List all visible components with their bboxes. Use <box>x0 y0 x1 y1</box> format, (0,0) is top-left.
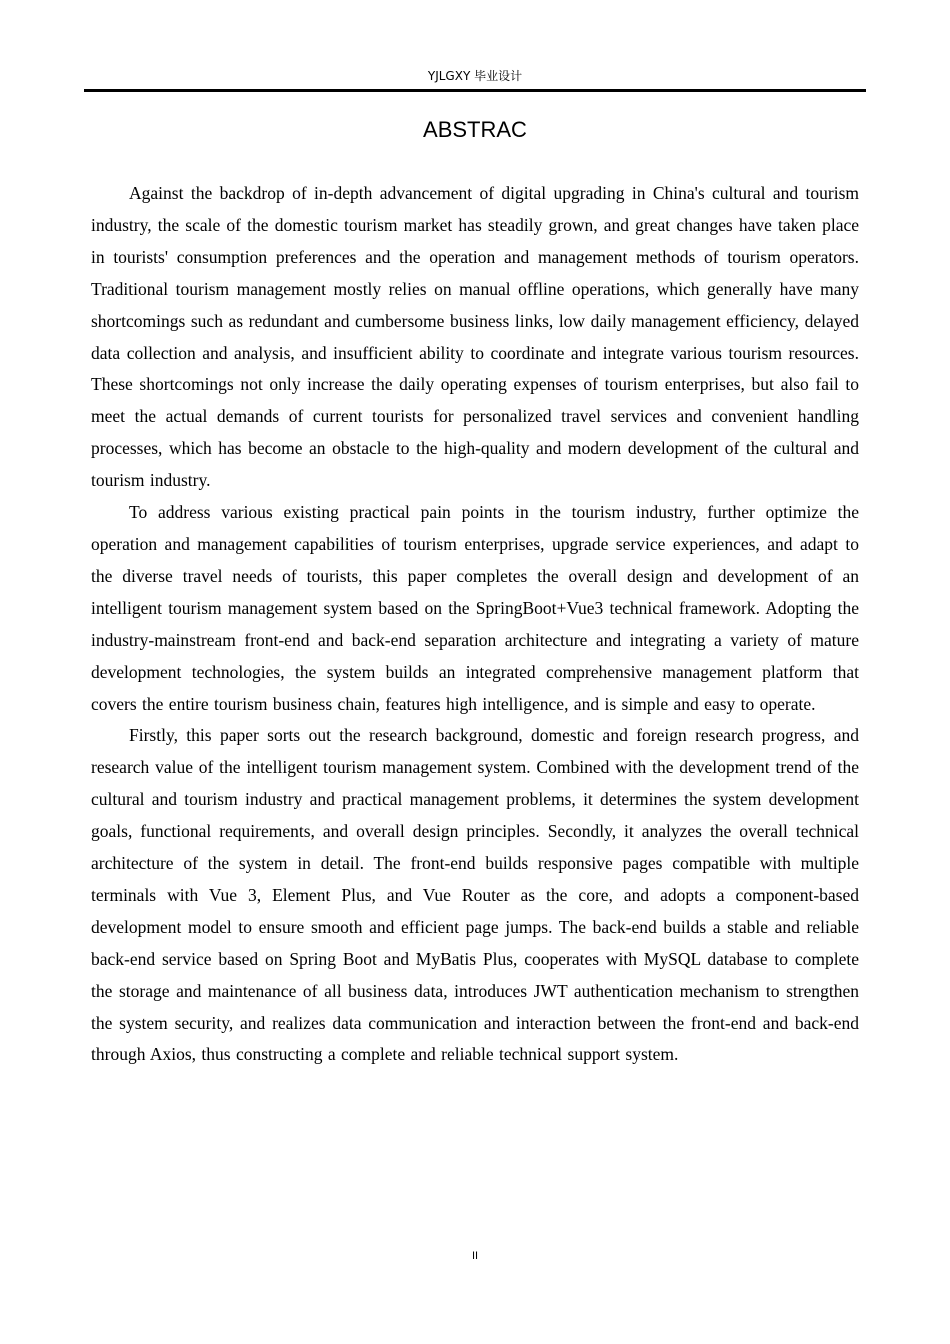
page-header: YJLGXY 毕业设计 <box>427 69 523 83</box>
abstract-paragraph-1: Against the backdrop of in-depth advancement of digital upgrading in China's cultural and tourism industry, the scale of the domestic tourism market has steadily grown, and great changes have taken place in tourists' consumption preferences and the operation and management methods of tourism operators. Traditional tourism management mostly relies on manual offline operations, which generally have many shortcomings such as redundant and cumbersome business links, low daily management efficiency, delayed data collection and analysis, and insufficient ability to coordinate and integrate various tourism resources. These shortcomings not only increase the daily operating expenses of tourism enterprises, but also fail to meet the actual demands of current tourists for personalized travel services and convenient handling processes, which has become an obstacle to the high-quality and modern development of the cultural and tourism industry. <box>91 183 859 491</box>
document-title: ABSTRAC <box>423 117 527 142</box>
header-divider <box>84 89 866 92</box>
page-number: II <box>471 1250 479 1262</box>
abstract-body <box>91 178 859 1071</box>
abstract-paragraph-3: Firstly, this paper sorts out the research background, domestic and foreign research progress, and research value of the intelligent tourism management system. Combined with the development trend of the cultural and tourism industry and practical management problems, it determines the system development goals, functional requirements, and overall design principles. Secondly, it analyzes the overall technical architecture of the system in detail. The front-end builds responsive pages compatible with multiple terminals with Vue 3, Element Plus, and Vue Router as the core, and adopts a component-based development model to ensure smooth and efficient page jumps. The back-end builds a stable and reliable back-end service based on Spring Boot and MyBatis Plus, cooperates with MySQL database to complete the storage and maintenance of all business data, introduces JWT authentication mechanism to strengthen the system security, and realizes data communication and interaction between the front-end and back-end through Axios, thus constructing a complete and reliable technical support system. <box>91 725 859 1065</box>
abstract-paragraph-2: To address various existing practical pain points in the tourism industry, further optimize the operation and management capabilities of tourism enterprises, upgrade service experiences, and adapt to the diverse travel needs of tourists, this paper completes the overall design and development of an intelligent tourism management system based on the SpringBoot+Vue3 technical framework. Adopting the industry-mainstream front-end and back-end separation architecture and integrating a variety of mature development technologies, the system builds an integrated comprehensive management platform that covers the entire tourism business chain, features high intelligence, and is simple and easy to operate. <box>91 502 859 714</box>
